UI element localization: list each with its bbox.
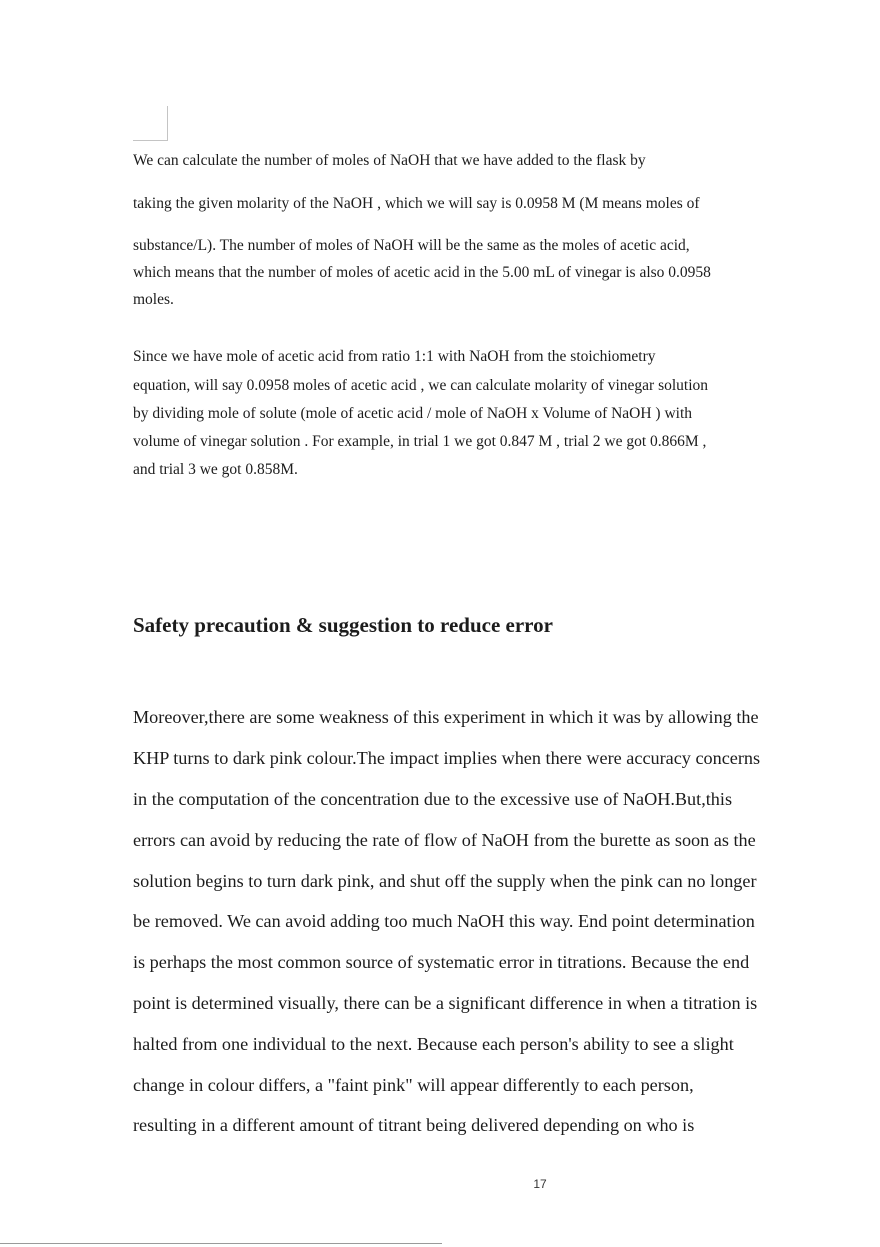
paragraph-3-line-1: Moreover,there are some weakness of this experiment in which it was by allowing the xyxy=(133,707,759,727)
section-heading: Safety precaution & suggestion to reduce error xyxy=(133,613,553,637)
paragraph-3-line-10: change in colour differs, a "faint pink" will appear differently to each person, xyxy=(133,1075,694,1095)
paragraph-3-line-7: is perhaps the most common source of systematic error in titrations. Because the end xyxy=(133,952,750,972)
paragraph-2-line-2: equation, will say 0.0958 moles of acetic acid , we can calculate molarity of vinegar solution xyxy=(133,377,709,394)
paragraph-3-line-8: point is determined visually, there can be a significant difference in when a titration is xyxy=(133,993,758,1013)
paragraph-2-line-4: volume of vinegar solution . For example, in trial 1 we got 0.847 M , trial 2 we got 0.866M , xyxy=(133,433,707,450)
paragraph-1-line-5: moles. xyxy=(133,291,174,308)
page-bottom-rule xyxy=(0,1243,442,1244)
paragraph-3-line-9: halted from one individual to the next. Because each person's ability to see a slight xyxy=(133,1034,734,1054)
paragraph-3-line-11: resulting in a different amount of titrant being delivered depending on who is xyxy=(133,1115,695,1135)
paragraph-1-line-4: which means that the number of moles of acetic acid in the 5.00 mL of vinegar is also 0.0958 xyxy=(133,264,711,281)
paragraph-3-line-5: solution begins to turn dark pink, and shut off the supply when the pink can no longer xyxy=(133,871,757,891)
paragraph-3-line-6: be removed. We can avoid adding too much NaOH this way. End point determination xyxy=(133,911,755,931)
paragraph-3-line-2: KHP turns to dark pink colour.The impact implies when there were accuracy concerns xyxy=(133,748,761,768)
paragraph-2-line-1: Since we have mole of acetic acid from ratio 1:1 with NaOH from the stoichiometry xyxy=(133,348,656,365)
paragraph-1-line-3: substance/L). The number of moles of NaOH will be the same as the moles of acetic acid, xyxy=(133,237,690,254)
paragraph-3-line-4: errors can avoid by reducing the rate of flow of NaOH from the burette as soon as the xyxy=(133,830,756,850)
paragraph-3-line-3: in the computation of the concentration due to the excessive use of NaOH.But,this xyxy=(133,789,733,809)
paragraph-1-line-1: We can calculate the number of moles of NaOH that we have added to the flask by xyxy=(133,152,646,169)
page-number: 17 xyxy=(533,1177,547,1191)
paragraph-2-line-3: by dividing mole of solute (mole of acetic acid / mole of NaOH x Volume of NaOH ) with xyxy=(133,405,693,422)
crop-corner-mark xyxy=(133,106,168,141)
paragraph-1-line-2: taking the given molarity of the NaOH , which we will say is 0.0958 M (M means moles of xyxy=(133,195,700,212)
paragraph-2-line-5: and trial 3 we got 0.858M. xyxy=(133,461,298,478)
